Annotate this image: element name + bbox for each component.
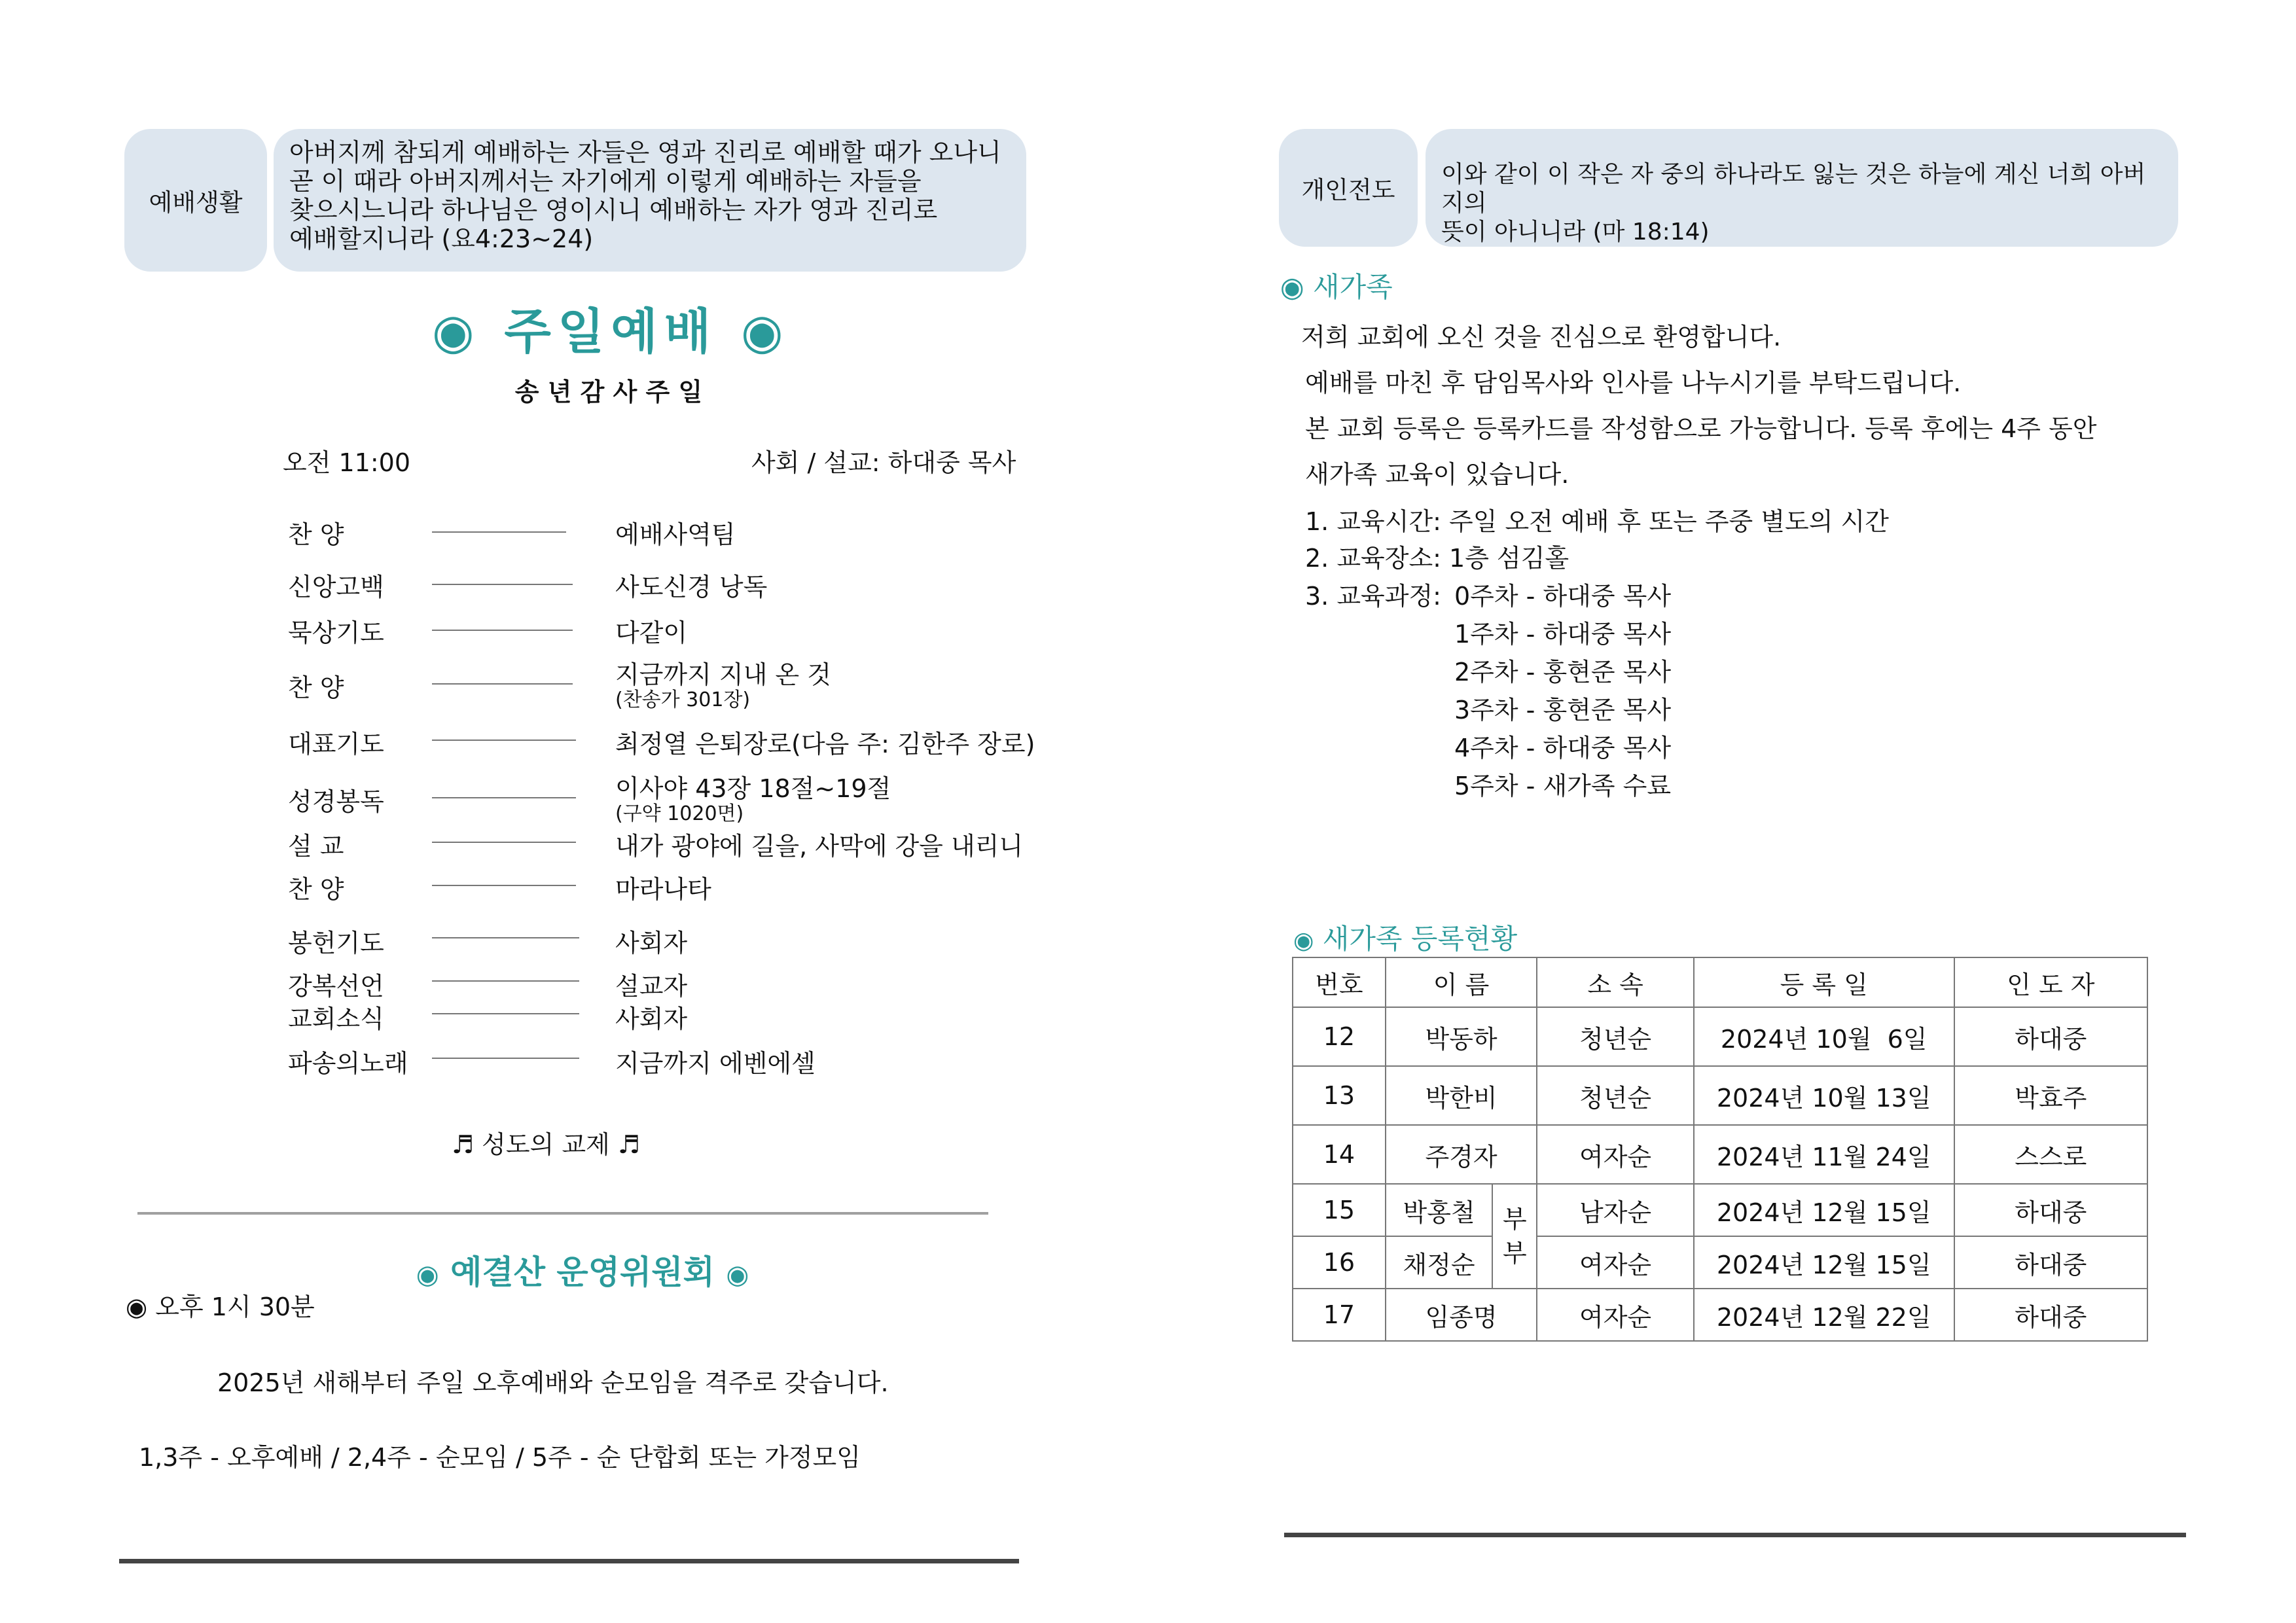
cell-group: 여자순: [1537, 1236, 1693, 1289]
order-label: 찬 양: [288, 673, 344, 702]
cell-no: 16: [1293, 1236, 1386, 1289]
newcomers-paragraph: 예배를 마친 후 담임목사와 인사를 나누시기를 부탁드립니다.: [1305, 368, 1962, 397]
cell-date: 2024년 12월 15일: [1694, 1184, 1954, 1236]
service-time: 오전 11:00: [283, 448, 411, 477]
bullet-icon: ◉: [726, 1260, 749, 1290]
edu-course-item: 5주차 - 새가족 수료: [1454, 772, 1672, 800]
col-header: 소 속: [1537, 957, 1693, 1007]
table-row: [1293, 1066, 2147, 1125]
newcomers-paragraph: 새가족 교육이 있습니다.: [1305, 460, 1570, 489]
registration-title-text: 새가족 등록현황: [1322, 923, 1518, 955]
cell-guide: 스스로: [1954, 1125, 2147, 1184]
divider: [432, 1013, 579, 1014]
cell-group: 청년순: [1537, 1007, 1693, 1066]
budget-title: [399, 1246, 766, 1293]
order-value: 사회자: [615, 1005, 688, 1033]
cell-no: 14: [1293, 1125, 1386, 1184]
section-divider: [137, 1212, 988, 1215]
verse-line: 예배할지니라 (요4:23~24): [289, 224, 594, 253]
order-value: 이사야 43장 18절~19절: [615, 774, 891, 803]
order-label: 대표기도: [288, 730, 384, 758]
fellowship-note: ♬ 성도의 교제 ♬: [452, 1130, 640, 1159]
evangelism-label: [1279, 129, 1418, 247]
order-value: 최정열 은퇴장로(다음 주: 김한주 장로): [615, 730, 1035, 758]
table-row: [1293, 1184, 2147, 1236]
divider: [432, 842, 576, 843]
bullet-icon: ◉: [741, 304, 790, 360]
cell-name: 박한비: [1386, 1066, 1537, 1125]
edu-course-item: 1주차 - 하대중 목사: [1454, 620, 1672, 649]
order-label: 강복선언: [288, 972, 384, 1001]
bullet-icon: ◉: [1293, 927, 1314, 954]
cell-name: 채정순: [1386, 1236, 1493, 1289]
order-label: 신앙고백: [288, 573, 384, 601]
divider: [432, 980, 579, 982]
verse-line: 찾으시느니라 하나님은 영이시니 예배하는 자가 영과 진리로: [289, 196, 938, 224]
order-sub: (구약 1020면): [615, 802, 744, 825]
cell-no: 17: [1293, 1289, 1386, 1341]
service-leader: 사회 / 설교: 하대중 목사: [751, 448, 1016, 477]
order-value: 내가 광야에 길을, 사막에 강을 내리니: [615, 832, 1024, 861]
verse-line: 이와 같이 이 작은 자 중의 하나라도 잃는 것은 하늘에 계신 너희 아버지의: [1441, 161, 2146, 217]
evangelism-verse: [1426, 129, 2178, 247]
divider: [432, 1058, 579, 1059]
budget-time: ◉ 오후 1시 30분: [126, 1293, 315, 1321]
order-value: 설교자: [615, 972, 688, 1001]
col-header: 이 름: [1386, 957, 1537, 1007]
cell-guide: 하대중: [1954, 1007, 2147, 1066]
col-header: 등 록 일: [1694, 957, 1954, 1007]
cell-no: 13: [1293, 1066, 1386, 1125]
cell-no: 15: [1293, 1184, 1386, 1236]
cell-guide: 박효주: [1954, 1066, 2147, 1125]
order-label: 묵상기도: [288, 618, 384, 647]
edu-course-label: 3. 교육과정:: [1305, 582, 1441, 611]
order-value: 예배사역팀: [615, 520, 736, 549]
couple-mark: 부 부: [1492, 1184, 1537, 1289]
order-value: 사회자: [615, 929, 688, 957]
cell-name: 박홍철: [1386, 1184, 1493, 1236]
verse-line: 아버지께 참되게 예배하는 자들은 영과 진리로 예배할 때가 오나니: [289, 138, 1001, 167]
newcomers-title: [1280, 266, 1393, 305]
cell-date: 2024년 12월 22일: [1694, 1289, 1954, 1341]
worship-order: [288, 0, 1073, 1113]
divider: [432, 584, 573, 585]
col-header: 번호: [1293, 957, 1386, 1007]
cell-date: 2024년 10월 6일: [1694, 1007, 1954, 1066]
table-header-row: [1293, 957, 2147, 1007]
page-bottom-rule: [119, 1559, 1019, 1563]
table-row: [1293, 1007, 2147, 1066]
cell-guide: 하대중: [1954, 1236, 2147, 1289]
cell-group: 여자순: [1537, 1125, 1693, 1184]
divider: [432, 797, 576, 798]
divider: [432, 937, 579, 938]
cell-no: 12: [1293, 1007, 1386, 1066]
cell-guide: 하대중: [1954, 1184, 2147, 1236]
table-row: [1293, 1125, 2147, 1184]
divider: [432, 885, 576, 886]
edu-course-item: 0주차 - 하대중 목사: [1454, 582, 1672, 611]
table-row: [1293, 1236, 2147, 1289]
order-label: 찬 양: [288, 520, 344, 549]
order-label: 찬 양: [288, 875, 344, 904]
order-value: 지금까지 에벤에셀: [615, 1049, 816, 1078]
order-label: 교회소식: [288, 1005, 384, 1033]
cell-name: 주경자: [1386, 1125, 1537, 1184]
page-bottom-rule: [1284, 1533, 2186, 1537]
cell-date: 2024년 12월 15일: [1694, 1236, 1954, 1289]
cell-name: 임종명: [1386, 1289, 1537, 1341]
evangelism-label-text: 개인전도: [1301, 176, 1395, 204]
table-row: [1293, 1289, 2147, 1341]
budget-line-1: 2025년 새해부터 주일 오후예배와 순모임을 격주로 갖습니다.: [217, 1368, 889, 1397]
order-label: 봉헌기도: [288, 929, 384, 957]
order-label: 성경봉독: [288, 787, 384, 816]
divider: [432, 740, 576, 741]
cell-group: 청년순: [1537, 1066, 1693, 1125]
budget-line-2: 1,3주 - 오후예배 / 2,4주 - 순모임 / 5주 - 순 단합회 또는 가정모임: [139, 1443, 861, 1472]
order-value: 지금까지 지내 온 것: [615, 660, 831, 689]
service-subtitle: 송 년 감 사 주 일: [514, 378, 703, 406]
worship-life-label: [124, 129, 267, 272]
edu-time: 1. 교육시간: 주일 오전 예배 후 또는 주중 별도의 시간: [1305, 507, 1889, 536]
order-value: 마라나타: [615, 875, 711, 904]
cell-date: 2024년 11월 24일: [1694, 1125, 1954, 1184]
registration-title: [1293, 918, 1517, 957]
bullet-icon: ◉: [1280, 271, 1304, 303]
divider: [432, 683, 573, 685]
worship-life-label-text: 예배생활: [149, 188, 243, 217]
cell-group: 여자순: [1537, 1289, 1693, 1341]
edu-place: 2. 교육장소: 1층 섬김홀: [1305, 544, 1570, 573]
divider: [432, 531, 566, 533]
order-label: 파송의노래: [288, 1049, 408, 1078]
divider: [432, 630, 573, 631]
cell-date: 2024년 10월 13일: [1694, 1066, 1954, 1125]
edu-course-item: 4주차 - 하대중 목사: [1454, 734, 1672, 762]
newcomers-title-text: 새가족: [1313, 271, 1393, 303]
cell-guide: 하대중: [1954, 1289, 2147, 1341]
cell-group: 남자순: [1537, 1184, 1693, 1236]
newcomers-paragraph: 본 교회 등록은 등록카드를 작성함으로 가능합니다. 등록 후에는 4주 동안: [1305, 414, 2097, 443]
edu-course-item: 3주차 - 홍현준 목사: [1454, 696, 1672, 724]
order-sub: (찬송가 301장): [615, 688, 751, 711]
bullet-icon: ◉: [416, 1260, 439, 1290]
cell-name: 박동하: [1386, 1007, 1537, 1066]
verse-line: 곧 이 때라 아버지께서는 자기에게 이렇게 예배하는 자들을: [289, 167, 922, 196]
order-label: 설 교: [288, 832, 344, 861]
bullet-icon: ◉: [432, 304, 481, 360]
edu-course-item: 2주차 - 홍현준 목사: [1454, 658, 1672, 687]
newcomers-paragraph: 저희 교회에 오신 것을 진심으로 환영합니다.: [1301, 323, 1782, 351]
registration-table: [1292, 957, 2148, 1342]
order-value: 다같이: [615, 618, 688, 647]
col-header: 인 도 자: [1954, 957, 2147, 1007]
order-value: 사도신경 낭독: [615, 573, 768, 601]
verse-line: 뜻이 아니니라 (마 18:14): [1441, 219, 1710, 245]
service-title-text: 주일예배: [504, 304, 718, 360]
budget-title-text: 예결산 운영위원회: [450, 1253, 715, 1291]
